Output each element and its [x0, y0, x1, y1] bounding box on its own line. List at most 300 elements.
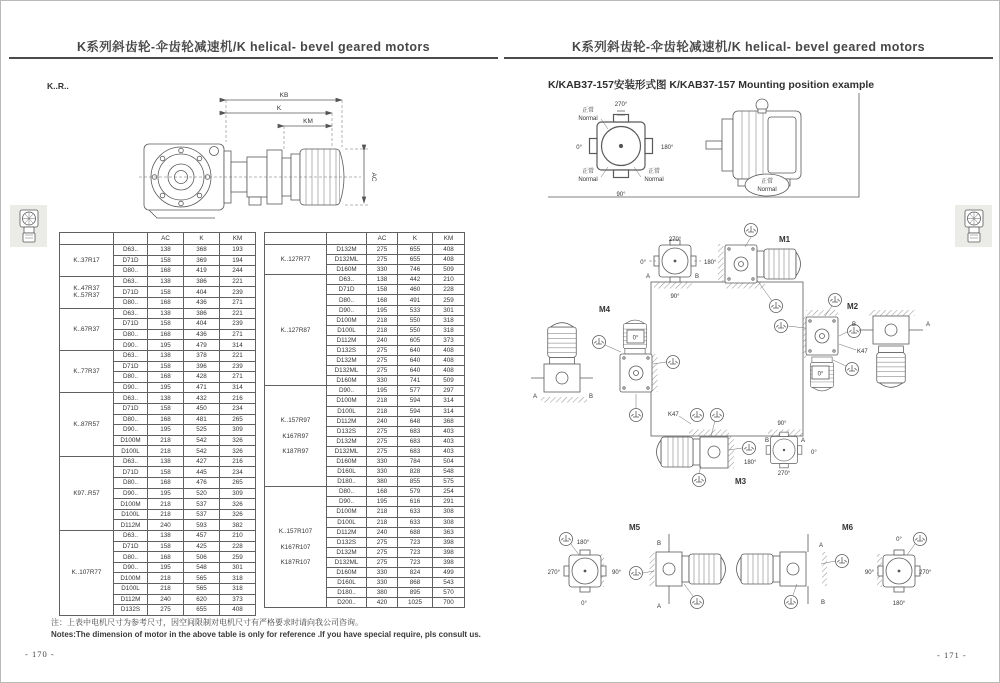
dimension-cell: D71D — [114, 255, 148, 266]
dimension-cell: 218 — [367, 507, 398, 517]
svg-text:K47: K47 — [668, 412, 679, 418]
dimension-cell: D90.. — [114, 562, 148, 573]
svg-text:180°: 180° — [744, 460, 757, 466]
dimension-cell: 408 — [433, 356, 465, 366]
dimension-cell: 565 — [184, 584, 220, 595]
dimension-cell: 330 — [367, 578, 398, 588]
dimension-cell: D90.. — [327, 305, 367, 315]
dimension-cell: D63.. — [327, 275, 367, 285]
model-group-cell: K..87R57 — [60, 393, 114, 457]
svg-text:0°: 0° — [640, 260, 646, 266]
wall-hatch — [541, 244, 915, 587]
dimension-cell: D132S — [327, 537, 367, 547]
dimension-cell: D180.. — [327, 477, 367, 487]
table-row — [60, 308, 256, 319]
dimension-cell: 314 — [433, 396, 465, 406]
dimension-cell: 432 — [184, 393, 220, 404]
dimension-cell: 218 — [148, 573, 184, 584]
dimension-cell: 271 — [220, 297, 256, 308]
dimension-cell: 895 — [398, 588, 433, 598]
dimension-cell: 240 — [367, 335, 398, 345]
dimension-cell: 386 — [184, 276, 220, 287]
svg-text:A: A — [532, 394, 537, 400]
dimension-cell: 326 — [220, 446, 256, 457]
svg-text:90°: 90° — [612, 570, 622, 576]
dimension-cell: 700 — [433, 598, 465, 608]
svg-text:180°: 180° — [576, 540, 590, 546]
dimension-cell: D71D — [327, 285, 367, 295]
dimension-cell: D80.. — [327, 487, 367, 497]
angle-270-label: 270° — [614, 102, 628, 108]
dimension-cell: 221 — [220, 350, 256, 361]
dimension-cell: D100M — [327, 315, 367, 325]
dimension-cell: 382 — [220, 520, 256, 531]
dimension-cell: D90.. — [327, 386, 367, 396]
table-row — [60, 350, 256, 361]
dimension-cell: 828 — [398, 467, 433, 477]
dimension-cell: 240 — [367, 527, 398, 537]
angle-0-label: 0° — [576, 145, 582, 151]
column-header: AC — [367, 233, 398, 245]
svg-text:270°: 270° — [919, 570, 932, 576]
column-header — [60, 233, 114, 245]
dimension-cell: D100L — [114, 584, 148, 595]
dimension-cell: 138 — [367, 275, 398, 285]
svg-text:B: B — [851, 322, 856, 328]
dimension-cell: 481 — [184, 414, 220, 425]
dimension-cell: 218 — [148, 584, 184, 595]
model-group-cell: K..127R87 — [265, 275, 327, 386]
dimension-cell: 326 — [220, 509, 256, 520]
dimension-cell: 525 — [184, 425, 220, 436]
dimension-cell: D100M — [327, 396, 367, 406]
svg-text:180°: 180° — [892, 601, 906, 607]
dimension-cell: 168 — [148, 552, 184, 563]
dimension-cell: 221 — [220, 308, 256, 319]
dimension-cell: 195 — [367, 305, 398, 315]
dimension-cell: 363 — [433, 527, 465, 537]
dimension-cell: 168 — [148, 266, 184, 277]
dimension-cell: 275 — [367, 345, 398, 355]
dimension-cell: 259 — [220, 552, 256, 563]
page-number-right: - 171 - — [937, 650, 967, 660]
dimension-cell: 330 — [367, 456, 398, 466]
model-group-cell: K..37R17 — [60, 245, 114, 277]
dimension-cell: 616 — [398, 497, 433, 507]
normal-label: Normal — [757, 187, 777, 193]
dimension-cell: 218 — [148, 499, 184, 510]
dimension-cell: 275 — [367, 255, 398, 265]
dimension-cell: D71D — [114, 287, 148, 298]
dimension-cell: 138 — [148, 350, 184, 361]
dimension-cell: D160M — [327, 376, 367, 386]
dimension-cell: 683 — [398, 446, 433, 456]
dimension-cell: 509 — [433, 265, 465, 275]
dimension-cell: D71D — [114, 467, 148, 478]
dimension-cell: 868 — [398, 578, 433, 588]
dimension-cell: 570 — [433, 588, 465, 598]
dimension-cell: 275 — [148, 605, 184, 616]
dimension-cell: 168 — [148, 478, 184, 489]
table-row — [60, 276, 256, 287]
table-row — [60, 245, 256, 256]
dimension-cell: 408 — [433, 345, 465, 355]
dimension-cell: 550 — [398, 325, 433, 335]
dimension-cell: 240 — [367, 416, 398, 426]
dimension-cell: D160M — [327, 568, 367, 578]
table-row — [60, 393, 256, 404]
svg-text:0°: 0° — [817, 371, 824, 378]
dimension-cell: 168 — [148, 297, 184, 308]
dimension-cell: D71D — [114, 361, 148, 372]
dimension-cell: 228 — [433, 285, 465, 295]
svg-text:M3: M3 — [735, 477, 747, 486]
dimension-cell: 265 — [220, 414, 256, 425]
dimension-cell: 239 — [220, 361, 256, 372]
dimension-cell: 1025 — [398, 598, 433, 608]
dimension-cell: 784 — [398, 456, 433, 466]
dimension-cell: D80.. — [114, 414, 148, 425]
header-row — [60, 233, 256, 245]
svg-text:M4: M4 — [599, 305, 611, 314]
dimension-cell: 195 — [367, 497, 398, 507]
dimension-cell: 368 — [184, 245, 220, 256]
svg-text:270°: 270° — [668, 237, 682, 243]
dimension-cell: 683 — [398, 426, 433, 436]
dimension-cell: D112M — [114, 594, 148, 605]
dimension-cell: 194 — [220, 255, 256, 266]
dimension-cell: 550 — [398, 315, 433, 325]
dimension-cell: D132S — [327, 426, 367, 436]
dimension-cell: 640 — [398, 366, 433, 376]
dimension-cell: 373 — [433, 335, 465, 345]
dimension-cell: 297 — [433, 386, 465, 396]
dimension-cell: D63.. — [114, 245, 148, 256]
dim-label-kb: KB — [279, 92, 289, 99]
svg-text:正常: 正常 — [647, 169, 661, 175]
dimension-cell: 158 — [367, 285, 398, 295]
mounting-position-m1 — [725, 224, 801, 313]
dimension-cell: D132ML — [327, 557, 367, 567]
dimension-cell: 633 — [398, 507, 433, 517]
mounting-position-m3 — [657, 409, 818, 487]
dimension-cell: 314 — [220, 382, 256, 393]
dimension-cell: 369 — [184, 255, 220, 266]
dimension-cell: D132S — [114, 605, 148, 616]
model-group-cell: K..67R37 — [60, 308, 114, 350]
dimension-cell: 259 — [433, 295, 465, 305]
dimension-cell: 605 — [398, 335, 433, 345]
dim-label-ac: AC — [370, 172, 377, 182]
dimension-cell: 291 — [433, 497, 465, 507]
dimension-cell: 275 — [367, 356, 398, 366]
header-row — [265, 233, 465, 245]
dimension-cell: 210 — [433, 275, 465, 285]
dimension-cell: 168 — [367, 295, 398, 305]
dimension-cell: 138 — [148, 245, 184, 256]
dimension-cell: 195 — [148, 562, 184, 573]
model-group-cell: K..77R37 — [60, 350, 114, 392]
dimension-cell: 318 — [433, 315, 465, 325]
dimension-cell: 158 — [148, 319, 184, 330]
dimension-cell: 275 — [367, 366, 398, 376]
dimension-cell: 537 — [184, 499, 220, 510]
dimension-cell: 218 — [367, 315, 398, 325]
dimension-cell: 330 — [367, 265, 398, 275]
dimension-cell: 471 — [184, 382, 220, 393]
dimension-cell: D80.. — [327, 295, 367, 305]
table-row — [265, 487, 465, 497]
dimension-cell: 239 — [220, 287, 256, 298]
svg-text:M5: M5 — [629, 523, 641, 532]
page-number-left: - 170 - — [25, 649, 55, 659]
svg-text:A: A — [645, 274, 650, 280]
dimension-cell: 683 — [398, 436, 433, 446]
dimension-cell: 308 — [433, 517, 465, 527]
dimension-cell: 314 — [220, 340, 256, 351]
svg-text:Normal: Normal — [578, 177, 598, 183]
dimension-cell: D132M — [327, 356, 367, 366]
dimension-cell: D100L — [114, 509, 148, 520]
note-english: Notes:The dimension of motor in the above table is only for reference .If you have special require, pls consult us. — [51, 630, 481, 639]
svg-text:270°: 270° — [547, 570, 560, 576]
dimension-cell: 275 — [367, 426, 398, 436]
dimension-cell: 138 — [148, 308, 184, 319]
note-chinese: 注：上表中电机尺寸为参考尺寸，因空间限制对电机尺寸有严格要求时请向我公司咨询。 — [51, 618, 363, 627]
dimension-cell: 218 — [148, 509, 184, 520]
svg-text:A: A — [819, 543, 824, 549]
dimension-cell: 506 — [184, 552, 220, 563]
dimension-cell: 419 — [184, 266, 220, 277]
dimension-cell: 239 — [220, 319, 256, 330]
dimension-cell: D112M — [327, 527, 367, 537]
mounting-example-diagram — [546, 93, 866, 203]
column-header: K — [184, 233, 220, 245]
dimension-cell: 741 — [398, 376, 433, 386]
svg-text:270°: 270° — [777, 471, 791, 477]
dimension-cell: 404 — [184, 319, 220, 330]
page-right-title: K系列斜齿轮-伞齿轮减速机/K helical- bevel geared motors — [571, 40, 926, 54]
dimension-cell: 218 — [367, 396, 398, 406]
dimension-cell: 655 — [184, 605, 220, 616]
dimension-cell: 330 — [367, 376, 398, 386]
dimension-cell: D71D — [114, 319, 148, 330]
dimension-cell: 210 — [220, 531, 256, 542]
dimension-cell: D132M — [327, 547, 367, 557]
svg-text:K47: K47 — [857, 349, 868, 355]
model-group-cell: K..47R37 K..57R37 — [60, 276, 114, 308]
dimension-cell: 428 — [184, 372, 220, 383]
gearmotor-dimension-drawing — [61, 87, 451, 225]
dimension-cell: D100M — [114, 499, 148, 510]
dimension-cell: 403 — [433, 446, 465, 456]
dimension-cell: 542 — [184, 435, 220, 446]
svg-text:M2: M2 — [847, 302, 859, 311]
dimension-cell: 824 — [398, 568, 433, 578]
dimension-cell: 314 — [433, 406, 465, 416]
svg-text:B: B — [695, 274, 700, 280]
svg-text:Normal: Normal — [578, 116, 598, 122]
svg-text:A: A — [656, 604, 661, 610]
dimension-cell: 460 — [398, 285, 433, 295]
dimension-cell: D80.. — [114, 552, 148, 563]
dimension-cell: 218 — [148, 435, 184, 446]
dimension-cell: 158 — [148, 403, 184, 414]
dimension-cell: 158 — [148, 541, 184, 552]
dimension-cell: 445 — [184, 467, 220, 478]
dimension-cell: 648 — [398, 416, 433, 426]
dimension-cell: D80.. — [114, 372, 148, 383]
table-row — [265, 386, 465, 396]
dimension-cell: 386 — [184, 308, 220, 319]
dim-label-k: K — [276, 105, 282, 112]
dimension-cell: 301 — [220, 562, 256, 573]
fan-view-top — [640, 237, 717, 300]
dimension-cell: 640 — [398, 345, 433, 355]
dimension-cell: D63.. — [114, 531, 148, 542]
dimension-cell: 688 — [398, 527, 433, 537]
dimension-cell: 330 — [367, 467, 398, 477]
svg-text:B: B — [589, 394, 594, 400]
dimension-cell: 318 — [433, 325, 465, 335]
dimension-cell: 594 — [398, 396, 433, 406]
dimension-cell: D200.. — [327, 598, 367, 608]
dimension-cell: 168 — [148, 372, 184, 383]
svg-text:90°: 90° — [864, 570, 874, 576]
dimension-cell: 216 — [220, 456, 256, 467]
dimension-cell: 404 — [184, 287, 220, 298]
svg-text:0°: 0° — [581, 601, 587, 607]
dimension-cell: 138 — [148, 456, 184, 467]
dimension-cell: 398 — [433, 537, 465, 547]
dimension-cell: 271 — [220, 329, 256, 340]
dimension-cell: 537 — [184, 509, 220, 520]
dimension-cell: D100M — [114, 435, 148, 446]
column-header — [265, 233, 327, 245]
dimension-cell: 195 — [148, 340, 184, 351]
svg-text:90°: 90° — [670, 294, 680, 300]
dimension-cell: D90.. — [114, 425, 148, 436]
dimension-cell: 195 — [148, 382, 184, 393]
dimension-cell: 723 — [398, 547, 433, 557]
dimension-cell: 408 — [220, 605, 256, 616]
dimension-cell: D90.. — [114, 340, 148, 351]
mounting-section-title: K/KAB37-157安装形式图 K/KAB37-157 Mounting position example — [548, 79, 875, 91]
dimension-cell: D90.. — [114, 488, 148, 499]
mounting-positions-diagram — [529, 214, 991, 636]
dimension-cell: 228 — [220, 541, 256, 552]
model-group-cell: K97..R57 — [60, 456, 114, 530]
dimension-cell: D90.. — [114, 382, 148, 393]
mounting-position-m2 — [775, 294, 869, 391]
dimension-cell: 640 — [398, 356, 433, 366]
column-header: AC — [148, 233, 184, 245]
dimension-cell: D160M — [327, 265, 367, 275]
dimension-cell: 216 — [220, 393, 256, 404]
dimension-cell: D132S — [327, 345, 367, 355]
dimension-cell: D80.. — [114, 266, 148, 277]
dimension-cell: 309 — [220, 488, 256, 499]
model-group-cell: K..107R77 — [60, 531, 114, 616]
dimension-cell: 723 — [398, 557, 433, 567]
dimension-cell: 436 — [184, 297, 220, 308]
dimension-cell: 158 — [148, 287, 184, 298]
dimension-cell: D63.. — [114, 393, 148, 404]
dimension-cell: 548 — [184, 562, 220, 573]
dimension-cell: 158 — [148, 467, 184, 478]
dimension-cell: D80.. — [114, 297, 148, 308]
angle-180-label: 180° — [661, 145, 674, 151]
dimension-cell: 655 — [398, 255, 433, 265]
dimension-cell: 308 — [433, 507, 465, 517]
model-group-cell: K..127R77 — [265, 245, 327, 275]
dim-label-km: KM — [303, 118, 313, 125]
dimension-cell: 158 — [148, 255, 184, 266]
svg-text:A: A — [801, 438, 806, 444]
mounting-position-m6 — [737, 523, 933, 609]
svg-text:正常: 正常 — [581, 108, 595, 114]
dimension-cell: D112M — [327, 335, 367, 345]
dimension-cell: 158 — [148, 361, 184, 372]
model-group-cell: K..157R107 K167R107 K187R107 — [265, 487, 327, 608]
dimension-cell: 594 — [398, 406, 433, 416]
dimension-cell: 218 — [148, 446, 184, 457]
dimension-cell: 396 — [184, 361, 220, 372]
fan-grille-icon — [590, 115, 653, 178]
dimension-cell: 275 — [367, 557, 398, 567]
dimension-cell: 138 — [148, 531, 184, 542]
dimension-cell: D160L — [327, 578, 367, 588]
dimension-cell: 326 — [220, 435, 256, 446]
dimension-cell: 380 — [367, 477, 398, 487]
dimension-cell: 723 — [398, 537, 433, 547]
dimension-cell: 543 — [433, 578, 465, 588]
dimension-cell: 542 — [184, 446, 220, 457]
mounting-position-m5 — [548, 523, 726, 610]
dimension-cell: D100M — [327, 507, 367, 517]
dimension-cell: 427 — [184, 456, 220, 467]
dimension-cell: D71D — [114, 403, 148, 414]
header-rule-left — [9, 57, 498, 59]
dimension-cell: 577 — [398, 386, 433, 396]
dimension-cell: 218 — [367, 517, 398, 527]
dimension-cell: 275 — [367, 547, 398, 557]
dimension-cell: 275 — [367, 446, 398, 456]
dimension-cell: D80.. — [114, 329, 148, 340]
dimension-cell: 195 — [148, 488, 184, 499]
dimension-cell: 548 — [433, 467, 465, 477]
dimension-cell: 195 — [367, 386, 398, 396]
dimension-cell: D132ML — [327, 446, 367, 456]
svg-text:0°: 0° — [632, 335, 639, 342]
dimension-cell: D71D — [114, 541, 148, 552]
column-header: KM — [433, 233, 465, 245]
dimension-cell: D90.. — [327, 497, 367, 507]
dimension-cell: 234 — [220, 403, 256, 414]
dimension-cell: 420 — [367, 598, 398, 608]
dimension-cell: D63.. — [114, 456, 148, 467]
dimension-cell: 378 — [184, 350, 220, 361]
dimension-cell: 168 — [148, 414, 184, 425]
dimension-cell: 425 — [184, 541, 220, 552]
dimension-cell: 855 — [398, 477, 433, 487]
svg-text:0°: 0° — [811, 450, 817, 456]
dimension-cell: 234 — [220, 467, 256, 478]
motor-side-view — [706, 99, 801, 196]
svg-text:A: A — [926, 322, 931, 328]
dimension-cell: D63.. — [114, 308, 148, 319]
dimension-cell: D112M — [327, 416, 367, 426]
